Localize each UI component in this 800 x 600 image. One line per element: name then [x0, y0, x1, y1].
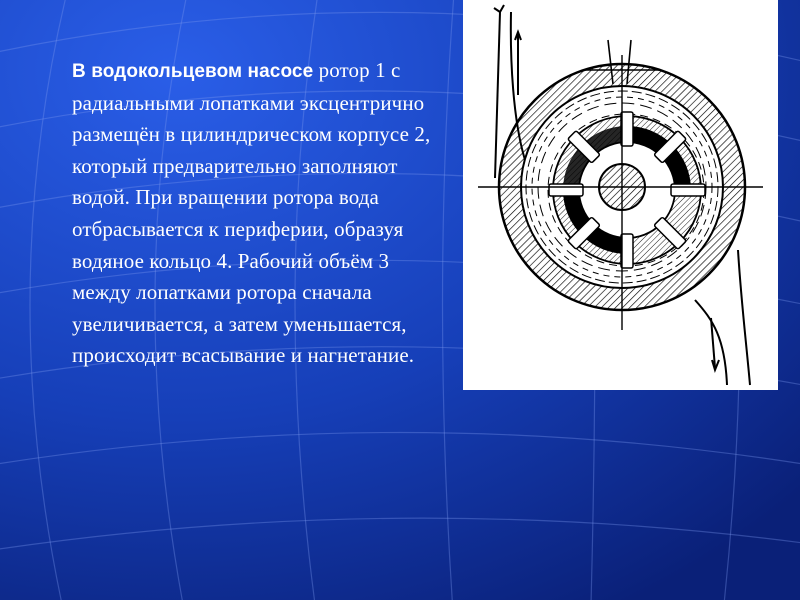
figure-panel: [463, 0, 778, 390]
paragraph-lead-bold: В водокольцевом насосе: [72, 61, 314, 82]
liquid-ring-pump-diagram: [463, 0, 778, 390]
description-paragraph: [72, 55, 452, 372]
rotor: [549, 112, 705, 268]
paragraph-body: ротор 1 с радиальными лопатками эксцентрично размещён в цилиндрическом корпусе 2, который предварительно заполняют водой. При вращении ротора вода отбрасывается к периферии, образуя водяное кольцо 4. Рабочий объём 3 между лопатками ротора сначала увеличивается, а затем уменьшается, происходит всасывание и нагнетание.: [72, 58, 431, 368]
